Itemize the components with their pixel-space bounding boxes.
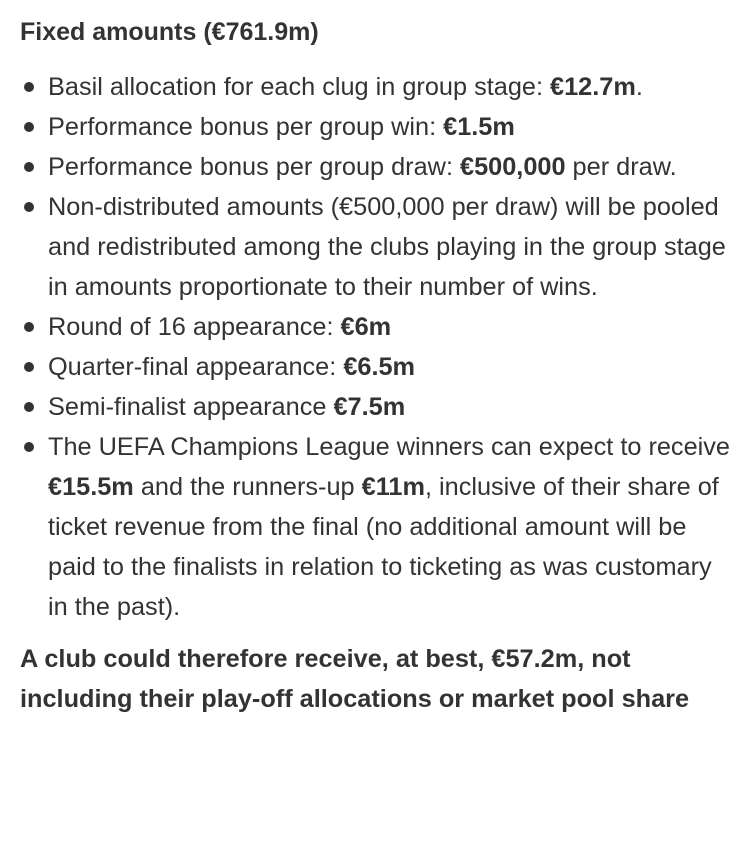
item-text: Performance bonus per group draw: [48,153,461,181]
item-text: Semi-finalist appearance [48,393,334,421]
item-text: Quarter-final appearance: [48,353,344,381]
bullet-item-round-of-16 [20,307,730,347]
summary-statement: A club could therefore receive, at best, €57.2m, not including their play-off allocations or market pool share [20,645,690,713]
item-text-end: , inclusive of their share of ticket revenue from the final (no additional amount will be paid to the finalists in relation to ticketing as was customary in the past). [48,473,719,621]
section-heading: Fixed amounts (€761.9m) [20,18,319,46]
bullet-item-basil-allocation [20,67,730,107]
bullet-list [20,67,730,627]
item-amount: €12.7m [550,73,636,101]
bullet-item-group-win-bonus [20,107,730,147]
bullet-item-non-distributed [20,187,730,307]
item-text: Performance bonus per group win: [48,113,444,141]
bullet-item-group-draw-bonus [20,147,730,187]
item-amount: €500,000 [460,153,566,181]
bullet-item-final [20,427,730,627]
bullet-item-quarter-final [20,347,730,387]
item-amount-winners: €15.5m [48,473,134,501]
item-amount: €7.5m [333,393,406,421]
item-text-end: per draw. [565,153,677,181]
item-amount: €6m [340,313,392,341]
item-text: Non-distributed amounts (€500,000 per draw) will be pooled and redistributed among the clubs playing in the group stage in amounts proportionate to their number of wins. [48,193,726,301]
item-text-end: . [635,73,643,101]
item-amount: €1.5m [443,113,515,141]
item-text: Round of 16 appearance: [48,313,341,341]
bullet-item-semi-final [20,387,730,427]
item-amount-runners-up: €11m [361,473,425,501]
item-amount: €6.5m [343,353,416,381]
item-text: The UEFA Champions League winners can expect to receive [48,433,730,461]
item-text: Basil allocation for each clug in group stage: [48,73,551,101]
item-text-mid: and the runners-up [133,473,362,501]
